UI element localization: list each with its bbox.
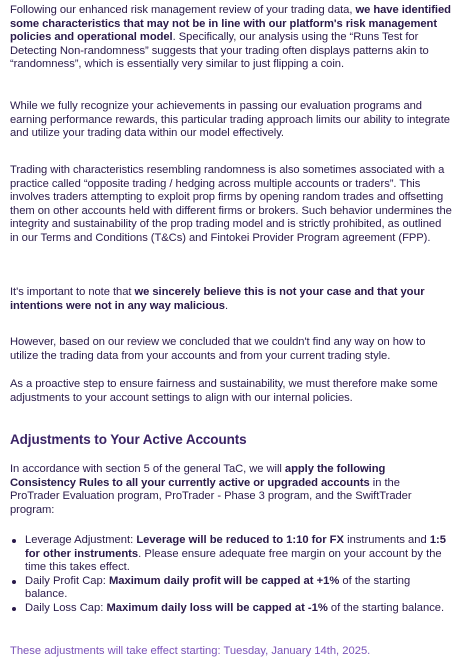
list-item [10, 534, 450, 575]
rule-text: . Please ensure adequate free margin on your account by the time this takes effect. [25, 547, 442, 574]
effective-date-note: These adjustments will take effect starting: Tuesday, January 14th, 2025. [10, 645, 371, 657]
accordance-text-2: in the ProTrader Evaluation program, ProTrader - Phase 3 program, and the SwiftTrader program: [10, 476, 412, 516]
intro-paragraph [10, 4, 452, 72]
accordance-text-1: In accordance with section 5 of the general TaC, we will [10, 463, 285, 475]
rule-text: instruments and [343, 534, 430, 546]
accordance-emphasis: apply the following Consistency Rules to all your currently active or upgraded accounts [10, 463, 386, 489]
rule-label: Leverage Adjustment: [25, 534, 137, 546]
rule-emphasis: Leverage will be reduced to 1:10 for FX [136, 534, 344, 546]
belief-text-2: . [224, 299, 229, 312]
section-heading: Adjustments to Your Active Accounts [10, 432, 247, 447]
rules-list [10, 534, 450, 615]
accordance-paragraph [10, 463, 452, 517]
intro-text-1: Following our enhanced risk management review of your trading data, [10, 4, 356, 16]
recognition-paragraph: While we fully recognize your achievements in passing our evaluation programs and earning performance rewards, this particular trading approach limits our ability to integrate and utilize your trading data within our model effectively. [10, 100, 450, 140]
belief-emphasis: we sincerely believe this is not your case and that your intentions were not in any way malicious [10, 286, 425, 312]
rule-label: Daily Loss Cap: [25, 601, 107, 614]
bullet-icon [12, 539, 16, 543]
rule-emphasis: Maximum daily loss will be capped at -1% [106, 601, 328, 614]
rule-label: Daily Profit Cap: [25, 574, 109, 587]
opposite-trading-paragraph: Trading with characteristics resembling randomness is also sometimes associated with a practice called “opposite trading / hedging across multiple accounts or traders”. This involves traders attempting to exploit prop firms by opening random trades and offsetting them on other accounts held with different firms or brokers. Such behavior undermines the integrity and sustainability of the prop trading model and is strictly prohibited, as outlined in our Terms and Conditions (T&Cs) and Fintokei Provider Program agreement (FPP). [10, 164, 452, 244]
bullet-icon [12, 580, 16, 584]
rule-emphasis: 1:5 for other instruments [25, 534, 446, 560]
intro-text-2: . Specifically, our analysis using the “Runs Test for Detecting Non-randomness” suggests that your trading often displays patterns akin to “randomness”, which is essentially very similar to just flipping a coin. [10, 31, 429, 71]
rule-emphasis: Maximum daily profit will be capped at +1% [108, 574, 340, 587]
list-item [10, 602, 450, 616]
proactive-paragraph: As a proactive step to ensure fairness and sustainability, we must therefore make some adjustments to your account settings to align with our internal policies. [10, 378, 438, 404]
intro-emphasis: we have identified some characteristics that may not be in line with our platform's risk management policies and operational model [10, 4, 451, 44]
list-item [10, 575, 450, 602]
rule-text: of the starting balance. [327, 601, 445, 614]
belief-text-1: It's important to note that [10, 286, 135, 298]
belief-paragraph [10, 286, 452, 313]
review-paragraph: However, based on our review we concluded that we couldn't find any way on how to utilize the trading data from your accounts and from your current trading style. [10, 336, 426, 362]
rule-text: of the starting balance. [25, 574, 411, 601]
bullet-icon [12, 607, 16, 611]
